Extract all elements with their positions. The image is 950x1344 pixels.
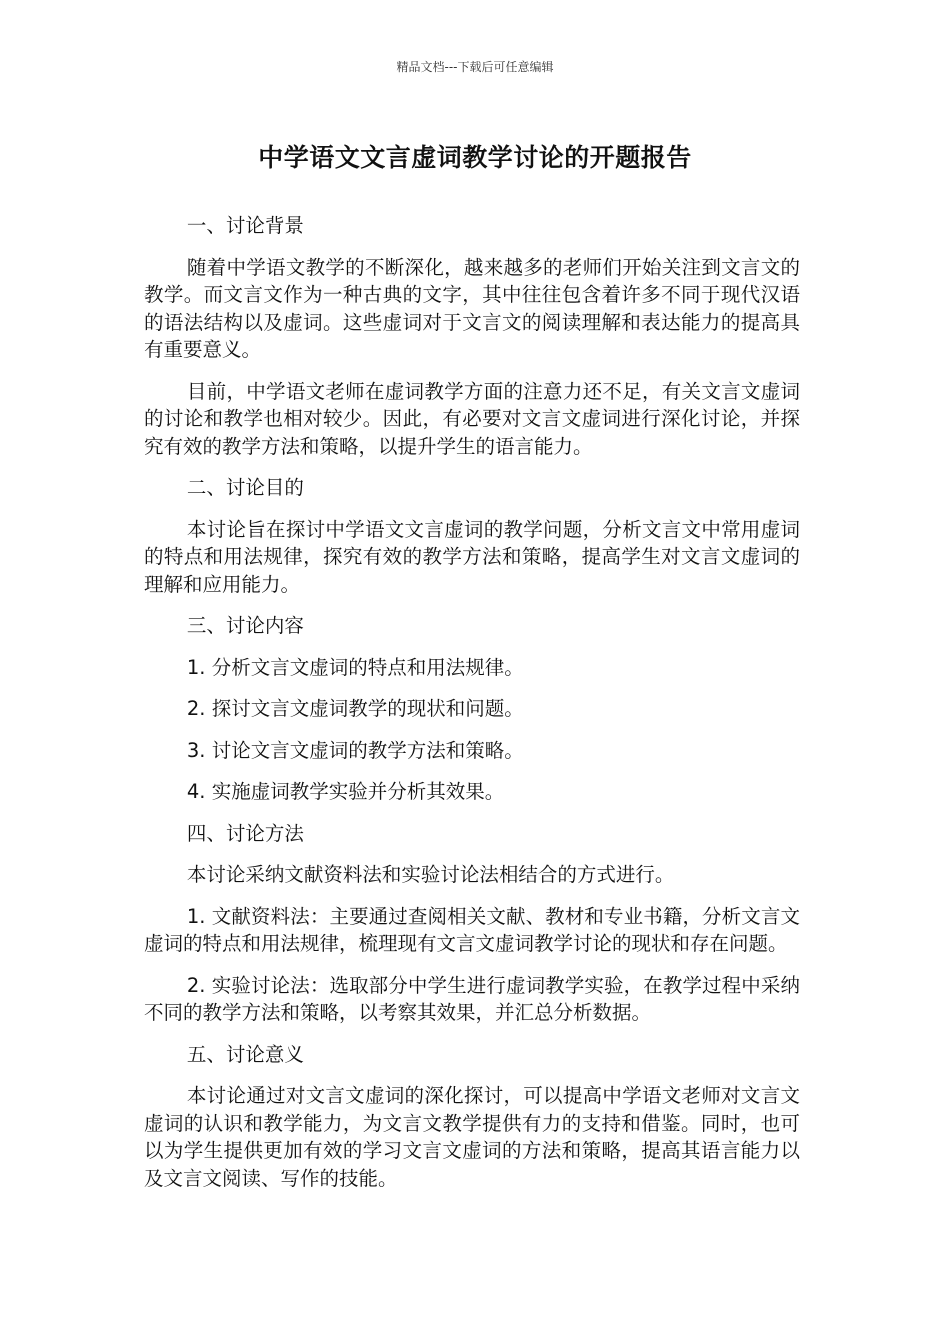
document-body bbox=[144, 212, 800, 1206]
section-heading-content: 三、讨论内容 bbox=[186, 614, 304, 637]
section-heading-significance: 五、讨论意义 bbox=[186, 1042, 304, 1066]
list-item: 2. 实验讨论法：选取部分中学生进行虚词教学实验，在教学过程中采纳不同的教学方法和策略，以考察其效果，并汇总分析数据。 bbox=[144, 973, 800, 1024]
document-title: 中学语文文言虚词教学讨论的开题报告 bbox=[258, 143, 692, 172]
list-item: 4. 实施虚词教学实验并分析其效果。 bbox=[186, 780, 505, 803]
list-item: 3. 讨论文言文虚词的教学方法和策略。 bbox=[186, 738, 524, 762]
header-note: 精品文档---下载后可任意编辑 bbox=[396, 60, 554, 74]
section-heading-background: 一、讨论背景 bbox=[186, 214, 304, 237]
paragraph: 目前，中学语文老师在虚词教学方面的注意力还不足，有关文言文虚词的讨论和教学也相对较少。因此，有必要对文言文虚词进行深化讨论，并探究有效的教学方法和策略，以提升学生的语言能力。 bbox=[144, 379, 800, 458]
section-heading-purpose: 二、讨论目的 bbox=[186, 476, 304, 499]
paragraph: 本讨论采纳文献资料法和实验讨论法相结合的方式进行。 bbox=[186, 863, 675, 886]
section-heading-method: 四、讨论方法 bbox=[186, 821, 304, 845]
list-item: 1. 文献资料法：主要通过查阅相关文献、教材和专业书籍，分析文言文虚词的特点和用法规律，梳理现有文言文虚词教学讨论的现状和存在问题。 bbox=[144, 904, 800, 955]
list-item: 2. 探讨文言文虚词教学的现状和问题。 bbox=[186, 697, 524, 720]
list-item: 1. 分析文言文虚词的特点和用法规律。 bbox=[186, 655, 524, 679]
paragraph: 本讨论通过对文言文虚词的深化探讨，可以提高中学语文老师对文言文虚词的认识和教学能力，为文言文教学提供有力的支持和借鉴。同时，也可以为学生提供更加有效的学习文言文虚词的方法和策略，提高其语言能力以及文言文阅读、写作的技能。 bbox=[144, 1084, 800, 1190]
paragraph: 随着中学语文教学的不断深化，越来越多的老师们开始关注到文言文的教学。而文言文作为一种古典的文字，其中往往包含着许多不同于现代汉语的语法结构以及虚词。这些虚词对于文言文的阅读理解和表达能力的提高具有重要意义。 bbox=[144, 255, 800, 361]
paragraph: 本讨论旨在探讨中学语文文言虚词的教学问题，分析文言文中常用虚词的特点和用法规律，探究有效的教学方法和策略，提高学生对文言文虚词的理解和应用能力。 bbox=[144, 517, 800, 596]
